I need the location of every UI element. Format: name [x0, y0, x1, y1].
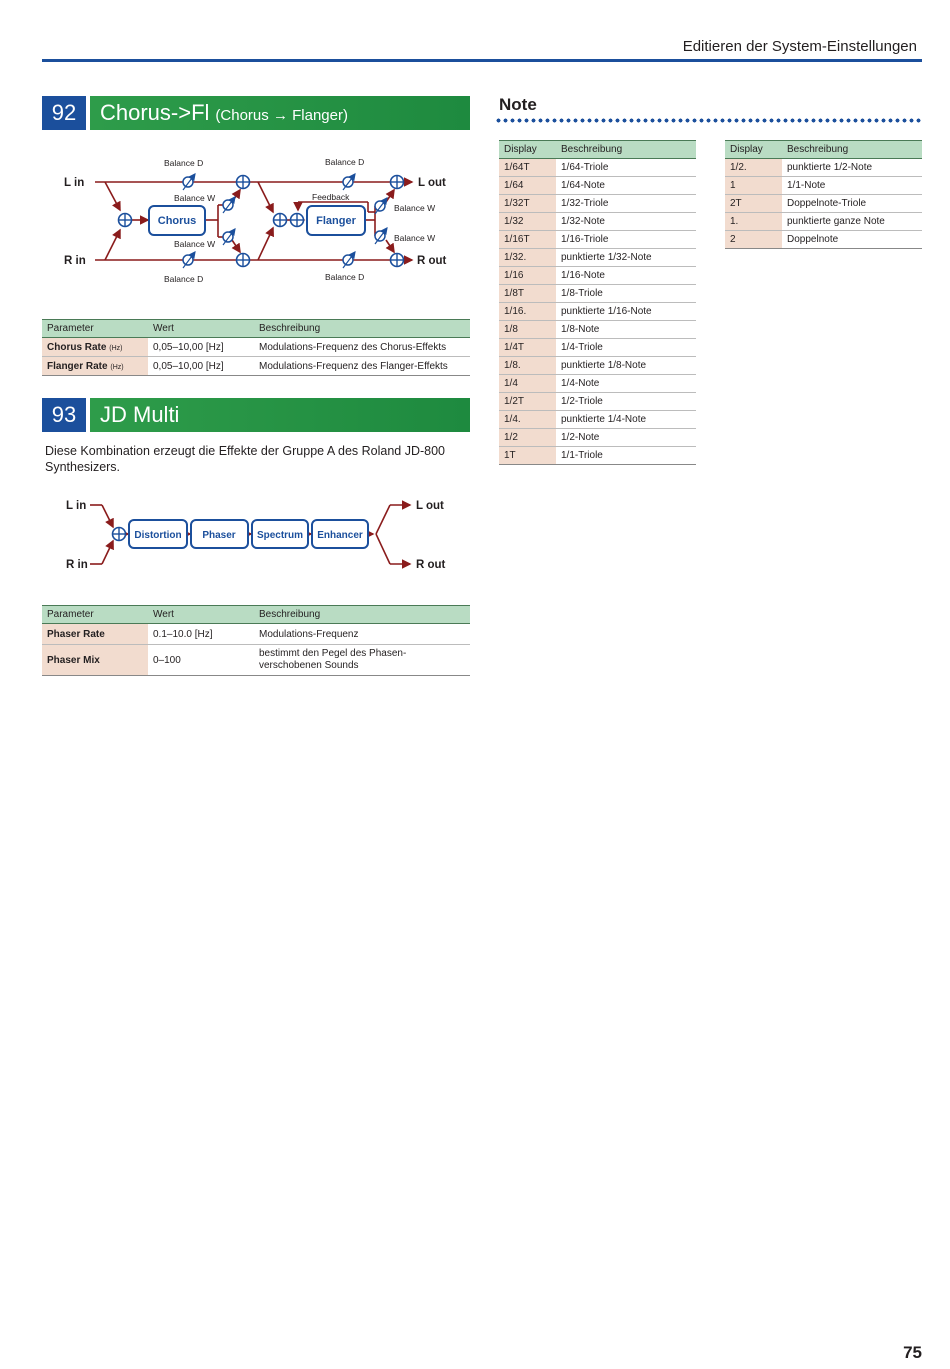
description-cell: 1/32-Note — [556, 213, 696, 231]
description-cell: 1/16-Note — [556, 267, 696, 285]
desc-cell: Modulations-Frequenz des Flanger-Effekts — [254, 357, 470, 376]
description-cell: 1/32-Triole — [556, 195, 696, 213]
description-cell: 1/1-Note — [782, 177, 922, 195]
desc-cell: Modulations-Frequenz — [254, 624, 470, 645]
table-row — [499, 375, 696, 393]
balance-d-label: Balance D — [164, 158, 204, 168]
display-cell: 2 — [725, 231, 782, 249]
display-cell: 1. — [725, 213, 782, 231]
header-rule — [42, 59, 922, 62]
table-row — [499, 393, 696, 411]
table-row — [499, 339, 696, 357]
description-cell: punktierte 1/16-Note — [556, 303, 696, 321]
table-row — [725, 213, 922, 231]
l-in-label: L in — [64, 177, 85, 189]
l-in-label: L in — [66, 500, 87, 512]
page-number: 75 — [903, 1343, 922, 1362]
table-row — [499, 249, 696, 267]
balance-w-label: Balance W — [394, 233, 436, 243]
table-row — [725, 159, 922, 177]
chorus-flanger-param-table — [42, 319, 470, 376]
description-cell: Doppelnote — [782, 231, 922, 249]
desc-cell: Modulations-Frequenz des Chorus-Effekts — [254, 338, 470, 357]
display-cell: 1/2. — [725, 159, 782, 177]
value-cell: 0,05–10,00 [Hz] — [148, 357, 254, 376]
table-header-row — [42, 606, 470, 624]
r-in-label: R in — [66, 559, 88, 571]
description-cell: punktierte 1/4-Note — [556, 411, 696, 429]
col-wert: Wert — [148, 606, 254, 624]
col-beschreibung: Beschreibung — [782, 141, 922, 159]
chorus-block-label: Chorus — [157, 215, 197, 227]
table-row — [42, 357, 470, 376]
balance-d-label: Balance D — [164, 274, 204, 284]
note-dotted-rule — [495, 118, 922, 123]
param-cell: Phaser Rate — [42, 624, 148, 645]
note-table-2 — [725, 140, 922, 249]
table-row — [725, 195, 922, 213]
section-93-description: Diese Kombination erzeugt die Effekte der Gruppe A des Roland JD-800 Synthesizers. — [45, 444, 446, 474]
page-header-title: Editieren der System-Einstellungen — [682, 38, 917, 55]
display-cell: 1/32. — [499, 249, 556, 267]
note-title: Note — [499, 95, 537, 114]
display-cell: 2T — [725, 195, 782, 213]
col-beschreibung: Beschreibung — [254, 606, 470, 624]
jd-multi-diagram — [40, 490, 470, 580]
balance-w-label: Balance W — [394, 203, 436, 213]
description-cell: 1/4-Triole — [556, 339, 696, 357]
table-row — [725, 231, 922, 249]
balance-d-label: Balance D — [325, 157, 365, 167]
table-row — [499, 447, 696, 465]
description-cell: 1/8-Note — [556, 321, 696, 339]
display-cell: 1/16T — [499, 231, 556, 249]
col-parameter: Parameter — [42, 320, 148, 338]
display-cell: 1/4 — [499, 375, 556, 393]
display-cell: 1/64 — [499, 177, 556, 195]
display-cell: 1/4T — [499, 339, 556, 357]
table-header-row — [725, 141, 922, 159]
table-row — [499, 321, 696, 339]
table-row — [499, 213, 696, 231]
r-in-label: R in — [64, 255, 86, 267]
display-cell: 1/4. — [499, 411, 556, 429]
table-row — [42, 338, 470, 357]
note-table-1 — [499, 140, 696, 465]
param-cell: Phaser Mix — [42, 645, 148, 676]
table-row — [499, 231, 696, 249]
description-cell: 1/2-Note — [556, 429, 696, 447]
table-row — [725, 177, 922, 195]
r-out-label: R out — [417, 255, 447, 267]
description-cell: 1/16-Triole — [556, 231, 696, 249]
section-93-heading — [90, 398, 470, 432]
table-row — [499, 411, 696, 429]
table-row — [499, 429, 696, 447]
display-cell: 1/64T — [499, 159, 556, 177]
table-row — [42, 645, 470, 676]
table-row — [499, 159, 696, 177]
col-parameter: Parameter — [42, 606, 148, 624]
description-cell: punktierte 1/8-Note — [556, 357, 696, 375]
table-row — [42, 624, 470, 645]
distortion-block-label: Distortion — [134, 530, 182, 541]
description-cell: 1/4-Note — [556, 375, 696, 393]
balance-w-label: Balance W — [174, 193, 216, 203]
description-cell: 1/2-Triole — [556, 393, 696, 411]
table-row — [499, 195, 696, 213]
enhancer-block-label: Enhancer — [317, 530, 363, 541]
col-beschreibung: Beschreibung — [556, 141, 696, 159]
table-row — [499, 285, 696, 303]
section-92-heading — [90, 96, 470, 130]
display-cell: 1/16 — [499, 267, 556, 285]
value-cell: 0.1–10.0 [Hz] — [148, 624, 254, 645]
col-wert: Wert — [148, 320, 254, 338]
display-cell: 1/2T — [499, 393, 556, 411]
table-row — [499, 267, 696, 285]
table-row — [499, 303, 696, 321]
l-out-label: L out — [416, 500, 444, 512]
section-92-title: Chorus->Fl — [100, 100, 210, 125]
spectrum-block-label: Spectrum — [256, 530, 304, 541]
display-cell: 1/8. — [499, 357, 556, 375]
phaser-block-label: Phaser — [202, 530, 236, 541]
display-cell: 1/32 — [499, 213, 556, 231]
display-cell: 1/16. — [499, 303, 556, 321]
section-92-number: 92 — [42, 96, 86, 130]
col-display: Display — [499, 141, 556, 159]
display-cell: 1/8T — [499, 285, 556, 303]
l-out-label: L out — [418, 177, 446, 189]
description-cell: 1/8-Triole — [556, 285, 696, 303]
display-cell: 1/32T — [499, 195, 556, 213]
feedback-label: Feedback — [312, 192, 350, 202]
section-93-title: JD Multi — [100, 402, 180, 427]
table-header-row — [499, 141, 696, 159]
display-cell: 1/8 — [499, 321, 556, 339]
r-out-label: R out — [416, 559, 446, 571]
description-cell: punktierte ganze Note — [782, 213, 922, 231]
value-cell: 0,05–10,00 [Hz] — [148, 338, 254, 357]
desc-cell: bestimmt den Pegel des Phasen-verschobenen Sounds — [254, 645, 470, 676]
value-cell: 0–100 — [148, 645, 254, 676]
balance-d-label: Balance D — [325, 272, 365, 282]
balance-w-label: Balance W — [174, 239, 216, 249]
table-header-row — [42, 320, 470, 338]
display-cell: 1 — [725, 177, 782, 195]
table-row — [499, 177, 696, 195]
chorus-flanger-diagram — [40, 150, 470, 295]
param-cell: Flanger Rate (Hz) — [42, 357, 148, 376]
table-row — [499, 357, 696, 375]
section-93-number: 93 — [42, 398, 86, 432]
flanger-block-label: Flanger — [316, 215, 356, 227]
jd-multi-param-table — [42, 605, 470, 676]
col-beschreibung: Beschreibung — [254, 320, 470, 338]
description-cell: punktierte 1/32-Note — [556, 249, 696, 267]
description-cell: 1/1-Triole — [556, 447, 696, 465]
description-cell: punktierte 1/2-Note — [782, 159, 922, 177]
description-cell: 1/64-Triole — [556, 159, 696, 177]
description-cell: 1/64-Note — [556, 177, 696, 195]
description-cell: Doppelnote-Triole — [782, 195, 922, 213]
display-cell: 1T — [499, 447, 556, 465]
display-cell: 1/2 — [499, 429, 556, 447]
param-cell: Chorus Rate (Hz) — [42, 338, 148, 357]
col-display: Display — [725, 141, 782, 159]
section-92-subtitle: (Chorus → Flanger) — [215, 106, 348, 124]
